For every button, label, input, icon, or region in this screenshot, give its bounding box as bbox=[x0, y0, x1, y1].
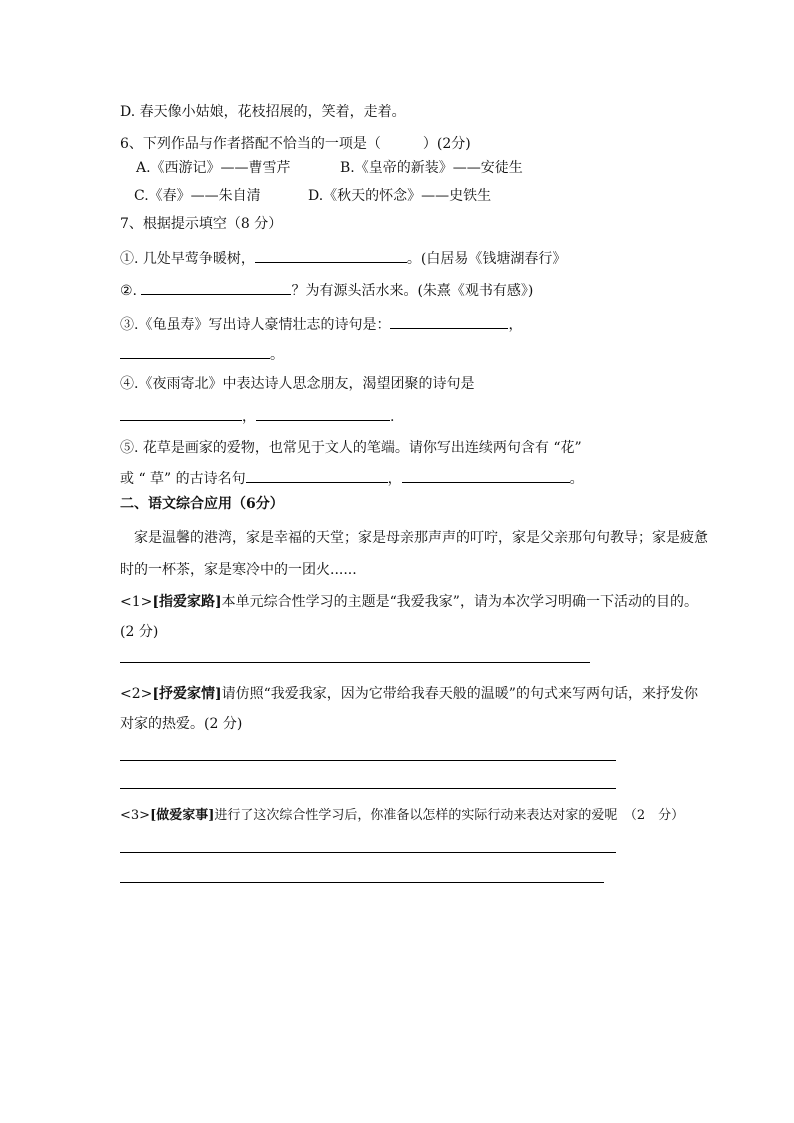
sub1-number: <1> bbox=[120, 594, 153, 610]
q7-item5-line2 bbox=[120, 468, 584, 489]
q7-item3-line2 bbox=[120, 344, 284, 365]
q7-item3 bbox=[120, 314, 522, 335]
q7-item5-blank-2[interactable] bbox=[402, 468, 570, 483]
sub2-question bbox=[120, 684, 698, 704]
sub2-answer-line-1[interactable] bbox=[120, 760, 616, 761]
q7-item4: ④.《夜雨寄北》中表达诗人思念朋友，渴望团聚的诗句是 bbox=[120, 376, 475, 392]
q7-item3-end: 。 bbox=[270, 347, 284, 363]
sub3-answer-line-2[interactable] bbox=[120, 882, 604, 883]
q7-item4-line2 bbox=[120, 406, 394, 427]
q5-option-d: D. 春天像小姑娘，花枝招展的，笑着，走着。 bbox=[120, 104, 406, 120]
sub2-text: 请仿照“我爱我家，因为它带给我春天般的温暖”的句式来写两句话，来抒发你 bbox=[221, 686, 698, 702]
q7-item4-end: . bbox=[390, 409, 395, 425]
sub3-number: <3> bbox=[120, 808, 151, 823]
q7-item1 bbox=[120, 248, 566, 269]
q7-item3-blank-2[interactable] bbox=[120, 344, 270, 359]
q7-item5-end: 。 bbox=[569, 471, 584, 487]
sub1-tag: [指爱家路] bbox=[152, 594, 222, 610]
sub1-text: 本单元综合性学习的主题是“我爱我家”，请为本次学习明确一下活动的目的。 bbox=[221, 594, 698, 610]
q7-item1-blank[interactable] bbox=[255, 248, 407, 263]
q7-stem: 7、根据提示填空（8 分） bbox=[120, 216, 283, 232]
sub1-score: (2 分) bbox=[120, 624, 159, 640]
q6-option-c: C.《春》——朱自清 bbox=[134, 188, 261, 204]
sub2-answer-line-2[interactable] bbox=[120, 788, 616, 789]
q7-item1-prefix: ①. 几处早莺争暖树， bbox=[120, 251, 255, 267]
sub3-question bbox=[120, 806, 684, 826]
sub2-line2: 对家的热爱。(2 分) bbox=[120, 716, 243, 732]
q7-item3-text: ③.《龟虽寿》写出诗人豪情壮志的诗句是： bbox=[120, 317, 391, 333]
q7-item5: ⑤. 花草是画家的爱物，也常见于文人的笔端。请你写出连续两句含有 “花” bbox=[120, 440, 582, 456]
section2-title: 二、语文综合应用（6分） bbox=[120, 496, 284, 512]
q7-item2-blank[interactable] bbox=[141, 280, 291, 295]
q7-item3-comma: ， bbox=[508, 317, 523, 333]
q7-item3-blank-1[interactable] bbox=[390, 314, 508, 329]
sub2-tag: [抒爱家情] bbox=[152, 686, 222, 702]
sub2-number: <2> bbox=[120, 686, 153, 702]
q7-item1-suffix: 。(白居易《钱塘湖春行》 bbox=[406, 251, 567, 267]
q6-option-a: A.《西游记》——曹雪芹 bbox=[136, 160, 291, 176]
sub3-tag: [做爱家事] bbox=[150, 808, 215, 823]
section2-intro-line2: 时的一杯茶，家是寒冷中的一团火...... bbox=[120, 562, 357, 578]
q6-option-b: B.《皇帝的新装》——安徒生 bbox=[340, 160, 523, 176]
q7-item2-prefix: ②. bbox=[120, 283, 142, 299]
q7-item5-prefix: 或 “ 草” 的古诗名句 bbox=[120, 471, 246, 487]
sub1-question bbox=[120, 592, 698, 612]
q7-item2-suffix: ？为有源头活水来。(朱熹《观书有感》) bbox=[291, 283, 534, 299]
q7-item2 bbox=[120, 280, 533, 301]
section2-intro-line1: 家是温馨的港湾，家是幸福的天堂；家是母亲那声声的叮咛，家是父亲那句句教导；家是疲惫 bbox=[134, 530, 708, 546]
q6-option-d: D.《秋天的怀念》——史铁生 bbox=[308, 188, 492, 204]
sub1-answer-line[interactable] bbox=[120, 662, 590, 663]
q7-item4-blank-1[interactable] bbox=[120, 406, 242, 421]
q7-item5-comma: ， bbox=[387, 471, 402, 487]
sub3-answer-line-1[interactable] bbox=[120, 852, 616, 853]
q7-item4-blank-2[interactable] bbox=[256, 406, 390, 421]
q7-item5-blank-1[interactable] bbox=[246, 468, 388, 483]
q6-stem: 6、下列作品与作者搭配不恰当的一项是（ ）(2分) bbox=[120, 136, 471, 152]
q7-item4-comma: ， bbox=[242, 409, 256, 425]
sub3-text: 进行了这次综合性学习后，你准备以怎样的实际行动来表达对家的爱呢 （2 分） bbox=[214, 808, 685, 823]
